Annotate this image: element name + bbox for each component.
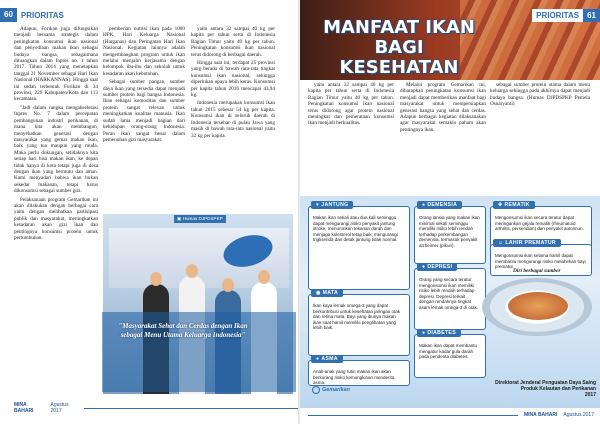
camera-icon: ▣ [177,216,183,221]
footer-date: Agustus 2017 [563,412,594,418]
baby-icon: ☺ [498,240,504,246]
paragraph: Adapun, Forikan juga difungsikan menjadi bersama strategis dalam peningkatan konsumsi ikan nasional dan penyediaan makan ikan sebagai budaya bangsa, sebagaimana dituangkan dalam Inpres no. 1 tahun 2017. Tahun 2014 yang menetapkan tanggal 21 November sebagai Hari Ikan Nasional (HARKANNAS). Hingga saat ini sudah terbentuk Forikan di 34 provinsi, 229 Kabupaten/Kota dan 113 kecamatan. [14,26,98,103]
box-title: ✚ REMATIK [493,201,535,209]
joint-icon: ✚ [498,202,503,208]
box-text: Anak-anak yang rutin makan ikan akan berkurang risiko kemungkinan menderita asma. [313,369,395,386]
info-box-jantung [308,202,410,290]
eye-icon: ◉ [316,290,321,296]
left-column-1 [14,26,98,404]
box-text: Mengonsumsi ikan secara teratur dapat meringankan gejala rematik (rheumatoid arthritis, persendian) dan penyakit autoimun. [495,215,584,232]
left-section-label: PRIORITAS [20,10,64,20]
source-credit [486,380,596,398]
left-column-3 [191,26,275,211]
person-head [150,272,162,286]
right-section-label: PRIORITAS [532,9,583,22]
paragraph: Indonesia merupakan konsumsi ikan tahun 2015 sebesar 54 kg per kapita. Konsumsi ikan di seluruh daerah di Indonesia tersebar di pulau Jawa yang masih di bawah rata-rata nasional yaitu 32 kg per kapita. [191,100,275,139]
paragraph: Hingga saat ini, terdapat 25 provinsi yang berada di bawah rata-rata tingkat konsumsi ikan nasional, sehingga diperlukan upaya lebih keras. Konsumsi per kapita tahun 2016 mencapai 43,94 kg. [191,60,275,99]
right-footer [308,412,594,418]
gemarikan-logo [312,386,350,394]
article-title [314,18,484,78]
title-line-2: BAGI KESEHATAN [339,37,459,78]
box-text: Ikan kaya lemak omega-3 yang dapat berkontribusi untuk kesehatan jaringan otak dan retina mata. Bayi yang ibunya makan ikan saat hamil memiliki penglihatan yang lebih baik. [313,303,401,331]
box-text: Makan ikan dapat membantu mengatur kadar gula darah pada penderita diabetes. [419,343,478,360]
logo-text: Gemarikan [322,387,350,393]
diet-sources-label: Diri berbagai sumber [513,268,561,274]
credit-line: Direktorat Jenderal Penguatan Daya Saing [495,380,596,386]
left-header [0,8,64,22]
info-box-diabetes [414,330,486,378]
lungs-icon: ● [316,356,320,362]
credit-line: 2017 [584,392,596,398]
paragraph: pemberian nutrisi ikan pada 1000 HPK, Hari Keluarga Nasional (Harganas) dan Peringatan Hari Ikan Nasional. Kegiatan lainnya adalah mengembangkan program untuk ikan melalui menjalin kerjasama dengan kelompok ibu-ibu dan sekolah untuk kesadaran akan kebutuhan. [103,26,185,77]
right-column-1 [308,82,394,192]
paragraph: "Jadi dalam rangka mengakselerasi Inpres No. 7 dalam percepatan pembangunan industri perikanan, di mana kita akan membangun, menyehatkan generasi dengan masyarakat yang gemar makan ikan, baik yang tua maupun yang muda, Maka perlu dukungan, setidaknya kita setiap hari bisa makan ikan, ke depan tidak hanya di kota tetapi juga di desa dengan ikan yang bermutu dan aman. Kami menyadari bahwa ikan bukan sekedar makanan, tetapi harus dikonsumsi sebagai sumber gizi. [14,104,98,195]
box-title: ☺ LAHIR PREMATUR [493,239,561,247]
box-title: ● DEPRESI [417,263,457,271]
box-text: Orang lansia yang makan ikan minimal sekali seminggu memiliki risiko lebih rendah terhadap perkembangan demensia, termasuk penyakit alzheimer (pikun). [419,215,480,248]
paragraph: sebagai sumber protein utama dalam menu keluarga sehingga pada akhirnya dapat menjadi budaya bangsa. (Humas DJPDSPKP Pemela Osnaryanti) [490,82,590,108]
right-page [300,0,600,424]
left-footer [14,402,300,414]
credit-line: Produk Kelautan dan Perikanan [520,386,596,392]
pull-quote: "Masyarakat Sehat dan Cerdas dengan Ikan sebagai Menu Utama Keluarga Indonesia" [118,322,248,339]
fish-dish [508,292,568,320]
drop-icon: ● [422,330,426,336]
right-header [532,8,600,22]
footer-date: Agustus 2017 [50,402,69,414]
person-head [186,264,198,278]
box-title: ● DEMENSIA [417,201,462,209]
right-column-3 [490,82,590,192]
right-column-2 [400,82,486,192]
paragraph: yaitu antara 32 sampai 40 kg per kapita per tahun serta di Indonesia Bagian Timur yaitu 40 kg per tahun. Peningkatan konsumsi ikan nasional terus didorong agar protein nasional meningkat dan pemerataan konsumsi ikan menjadi berkualitas. [308,82,394,127]
person-head [258,270,270,284]
logo-mark-icon [312,386,320,394]
photo-credit [174,215,226,223]
fish-dish-plate [482,278,592,336]
right-page-number: 61 [583,9,600,22]
info-box-depresi [414,264,486,330]
heart-icon: ♥ [316,202,320,208]
info-box-demensia [414,202,486,264]
title-line-1: MANFAAT IKAN [323,17,475,38]
head-icon: ● [422,264,426,270]
left-page-number: 60 [0,8,17,22]
footer-brand: MINA BAHARI [14,402,34,414]
paragraph: Melalui program Gemarikan ini, diharapkan peningkatan konsumsi ikan menjadi dapat memberikan manfaat bagi masyarakat untuk mempersiapkan generasi bangsa yang sehat dan cerdas. Adapun berbagai kegiatan dilaksanakan agar masyarakat semakin paham akan pentingnya ikan. [400,82,486,133]
brain-icon: ● [422,202,426,208]
box-title: ● DIABETES [417,329,461,337]
left-column-2 [103,26,185,211]
paragraph: yaitu antara 32 sampai 40 kg per kapita per tahun serta di Indonesia Bagian Timur yaitu 40 kg per tahun. Peningkatan konsumsi ikan nasional terus didorong di berbagai daerah. [191,26,275,58]
info-box-asma [308,356,410,386]
paragraph: Sebagai sumber pangan, sumber daya ikan yang tersedia dapat menjadi sumber protein bagi bangsa Indonesia. Ikan sebagai komoditas dan sumber protein sangat relevan untuk meningkatkan kualitas manusia. Ikan sudah lama menjadi bagian dari kehidupan orang-orang Indonesia. Peran ikan sangat besar dalam pemenuhan gizi masyarakat. [103,79,185,143]
box-text: Makan ikan sekali atau dua kali seminggu dapat mengurangi risiko penyakit jantung stroke, menurunkan tekanan darah dan menjaga kolesterol tetap baik, mengurangi trigliserida dan detak jantung tidak normal. [313,215,398,243]
footer-brand: MINA BAHARI [523,412,558,418]
info-box-mata [308,290,410,356]
box-title: ● ASMA [311,355,343,363]
footer-rule [84,408,300,409]
box-title: ♥ JANTUNG [311,201,353,209]
box-title: ◉ MATA [311,289,343,297]
paragraph: Pelaksanaan program Gemarikan ini akan dilakukan dengan berbagai cara yaitu dengan melibatkan partisipasi publik dan masyarakat, meningkatkan kesadaran akan gizi ikan dan pentingnya konsumsi protein untuk pertumbuhan. [14,196,98,241]
box-text: Orang yang secara teratur mengonsumsi ikan memiliki risiko lebih rendah terhadap depresi. Depresi terkait dengan rendahnya tingkat asam lemak omega-3 di otak. [419,277,479,310]
box-text: Mengonsumsi ikan selama hamil dapat membantu mengurangi risiko melahirkan bayi prematur. [495,253,586,270]
photo-credit-text: Humas DJPDSPKP [182,216,223,221]
person-head [222,278,234,292]
footer-rule [308,415,518,416]
